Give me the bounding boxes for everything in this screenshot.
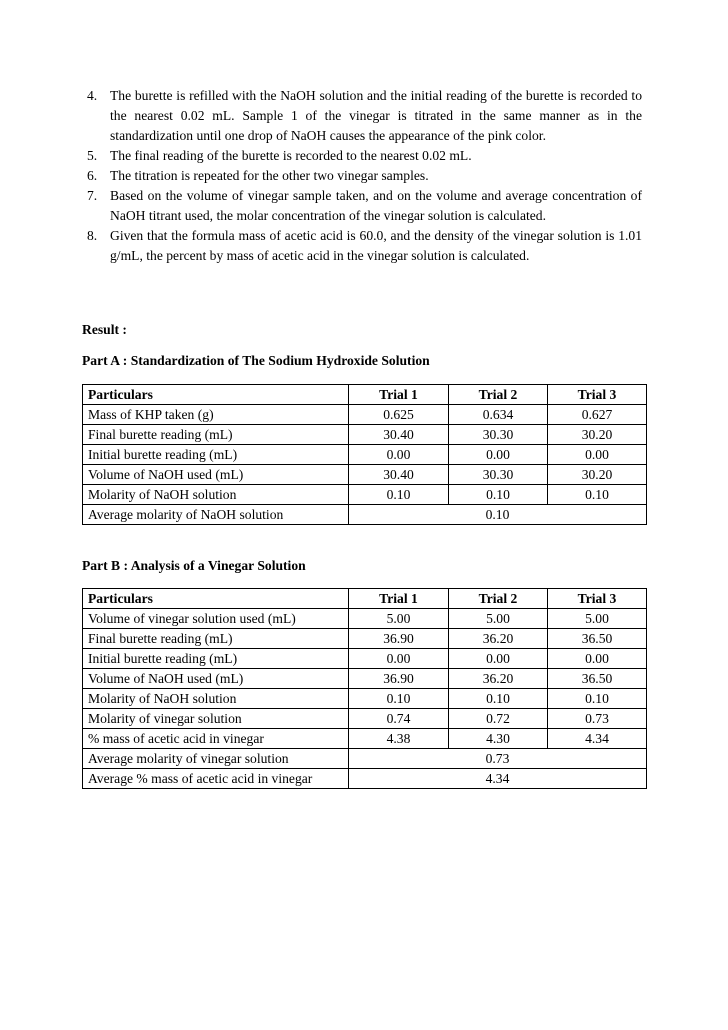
table-cell: 36.20: [449, 629, 548, 649]
table-row: [83, 405, 647, 425]
table-cell: 30.30: [449, 465, 548, 485]
table-cell: 30.20: [548, 425, 647, 445]
table-cell: 5.00: [449, 609, 548, 629]
table-summary-row: [83, 769, 647, 789]
result-heading: Result :: [82, 322, 127, 337]
table-row: [83, 485, 647, 505]
table-header-row: [83, 385, 647, 405]
table-cell: Mass of KHP taken (g): [83, 405, 349, 425]
table-cell: Average % mass of acetic acid in vinegar: [83, 769, 349, 789]
table-cell: 0.00: [349, 445, 449, 465]
table-cell: 0.10: [349, 485, 449, 505]
table-cell: Volume of vinegar solution used (mL): [83, 609, 349, 629]
table-cell: Trial 3: [548, 589, 647, 609]
table-cell: 36.90: [349, 669, 449, 689]
table-cell: 30.20: [548, 465, 647, 485]
table-cell: 0.73: [349, 749, 647, 769]
table-cell: 5.00: [349, 609, 449, 629]
table-cell: Average molarity of vinegar solution: [83, 749, 349, 769]
table-row: [83, 689, 647, 709]
table-row: [83, 649, 647, 669]
table-cell: Trial 1: [349, 385, 449, 405]
table-cell: 0.10: [548, 689, 647, 709]
table-cell: 0.74: [349, 709, 449, 729]
table-cell: 36.50: [548, 669, 647, 689]
table-cell: Trial 2: [449, 385, 548, 405]
part-b-table: [82, 588, 647, 789]
table-cell: 30.30: [449, 425, 548, 445]
table-cell: 36.20: [449, 669, 548, 689]
table-cell: 4.30: [449, 729, 548, 749]
table-cell: Average molarity of NaOH solution: [83, 505, 349, 525]
table-cell: 0.625: [349, 405, 449, 425]
table-cell: 0.00: [449, 649, 548, 669]
procedure-step: 5. The final reading of the burette is recorded to the nearest 0.02 mL.: [87, 148, 472, 163]
table-cell: Trial 2: [449, 589, 548, 609]
part-a-title: Part A : Standardization of The Sodium Hydroxide Solution: [82, 353, 430, 368]
table-cell: 4.38: [349, 729, 449, 749]
table-cell: 0.00: [449, 445, 548, 465]
table-cell: Initial burette reading (mL): [83, 445, 349, 465]
table-row: [83, 465, 647, 485]
table-row: [83, 425, 647, 445]
table-cell: 4.34: [349, 769, 647, 789]
table-cell: Particulars: [83, 385, 349, 405]
table-cell: Molarity of NaOH solution: [83, 485, 349, 505]
table-cell: 0.10: [449, 689, 548, 709]
table-cell: Trial 3: [548, 385, 647, 405]
table-cell: 5.00: [548, 609, 647, 629]
table-cell: Final burette reading (mL): [83, 629, 349, 649]
part-b-title: Part B : Analysis of a Vinegar Solution: [82, 558, 306, 573]
table-cell: 0.00: [349, 649, 449, 669]
table-header-row: [83, 589, 647, 609]
table-cell: 0.00: [548, 649, 647, 669]
table-cell: 0.10: [349, 505, 647, 525]
table-cell: Final burette reading (mL): [83, 425, 349, 445]
table-cell: 0.72: [449, 709, 548, 729]
table-cell: Trial 1: [349, 589, 449, 609]
procedure-step: 6. The titration is repeated for the other two vinegar samples.: [87, 168, 429, 183]
table-cell: 4.34: [548, 729, 647, 749]
table-cell: Molarity of vinegar solution: [83, 709, 349, 729]
procedure-step: 8. Given that the formula mass of acetic acid is 60.0, and the density of the vinegar solution is 1.01 g/mL, the percent by mass of acetic acid in the vinegar solution is calculated.: [87, 228, 642, 263]
table-cell: Volume of NaOH used (mL): [83, 669, 349, 689]
table-summary-row: [83, 505, 647, 525]
table-cell: 0.10: [449, 485, 548, 505]
table-cell: 0.00: [548, 445, 647, 465]
table-row: [83, 629, 647, 649]
table-cell: 0.73: [548, 709, 647, 729]
procedure-step: 4. The burette is refilled with the NaOH solution and the initial reading of the burette is recorded to the nearest 0.02 mL. Sample 1 of the vinegar is titrated in the same manner as in the standardization until one drop of NaOH causes the appearance of the pink color.: [87, 88, 642, 143]
table-row: [83, 609, 647, 629]
table-cell: 0.10: [548, 485, 647, 505]
table-cell: Molarity of NaOH solution: [83, 689, 349, 709]
table-cell: Particulars: [83, 589, 349, 609]
table-cell: 36.50: [548, 629, 647, 649]
table-row: [83, 669, 647, 689]
table-row: [83, 729, 647, 749]
table-cell: 0.10: [349, 689, 449, 709]
table-cell: % mass of acetic acid in vinegar: [83, 729, 349, 749]
table-cell: Volume of NaOH used (mL): [83, 465, 349, 485]
table-row: [83, 445, 647, 465]
table-row: [83, 709, 647, 729]
table-cell: Initial burette reading (mL): [83, 649, 349, 669]
procedure-step: 7. Based on the volume of vinegar sample taken, and on the volume and average concentration of NaOH titrant used, the molar concentration of the vinegar solution is calculated.: [87, 188, 642, 223]
part-a-table: [82, 384, 647, 525]
table-cell: 30.40: [349, 465, 449, 485]
table-cell: 36.90: [349, 629, 449, 649]
procedure-steps: [82, 86, 642, 266]
table-cell: 0.634: [449, 405, 548, 425]
table-cell: 0.627: [548, 405, 647, 425]
table-summary-row: [83, 749, 647, 769]
table-cell: 30.40: [349, 425, 449, 445]
